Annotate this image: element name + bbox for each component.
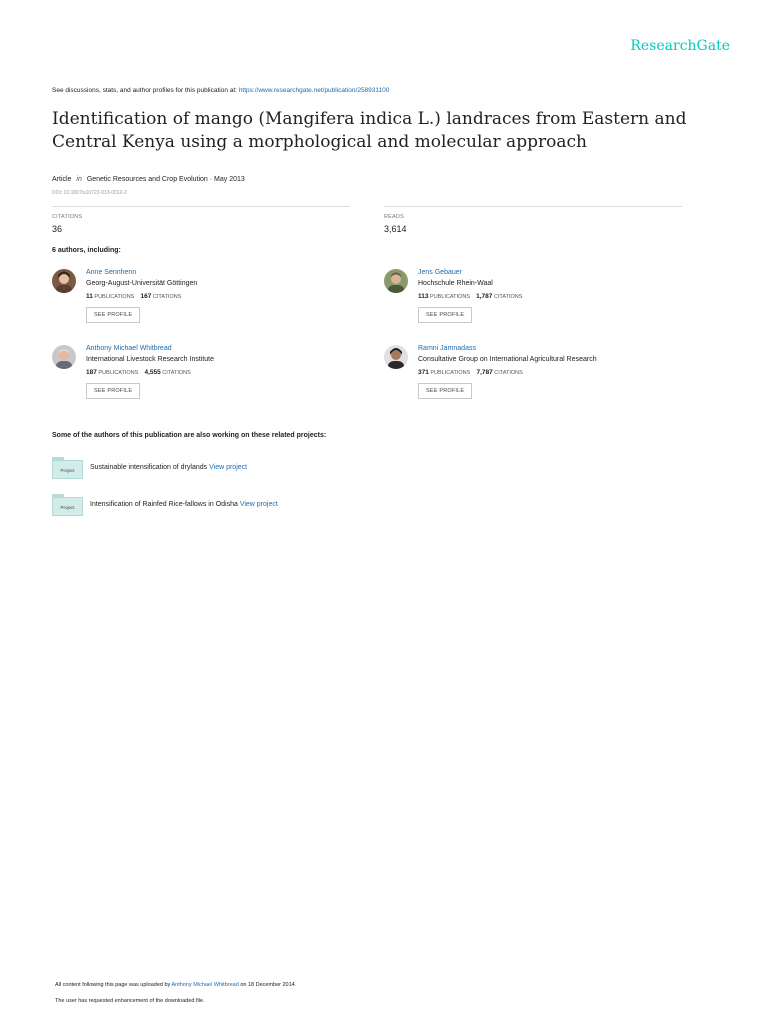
upload-prefix: All content following this page was uploaded by: [55, 982, 171, 988]
author-stats: [86, 293, 356, 300]
author-name-link[interactable]: Anne Sennhenn: [86, 269, 137, 276]
authors-heading: 6 authors, including:: [52, 247, 121, 254]
project-title: Sustainable intensification of drylands: [90, 464, 208, 471]
see-profile-button[interactable]: SEE PROFILE: [86, 383, 140, 399]
citations-label: CITATIONS: [152, 294, 182, 300]
upload-suffix: on 18 December 2014.: [240, 982, 297, 988]
project-badge: Project: [52, 460, 83, 479]
see-profile-button[interactable]: SEE PROFILE: [418, 307, 472, 323]
author-institution: Georg-August-Universität Göttingen: [86, 280, 198, 287]
project-item: [52, 457, 452, 481]
author-institution: International Livestock Research Institute: [86, 356, 215, 363]
publications-label: PUBLICATIONS: [430, 294, 470, 300]
reads-label: READS: [384, 214, 404, 220]
project-title: Intensification of Rainfed Rice-fallows in Odisha: [90, 501, 238, 508]
see-profile-button[interactable]: SEE PROFILE: [418, 383, 472, 399]
upload-note: [55, 982, 296, 988]
author-name-link[interactable]: Anthony Michael Whitbread: [86, 345, 172, 352]
author-stats: [86, 369, 356, 376]
publications-label: PUBLICATIONS: [430, 370, 471, 376]
author-institution: Consultative Group on International Agricultural Research: [418, 356, 597, 363]
project-folder-icon: [52, 494, 83, 516]
citations-count: 1,787: [476, 293, 493, 300]
author-name-link[interactable]: Ramni Jamnadass: [418, 345, 476, 352]
publications-label: PUBLICATIONS: [94, 294, 135, 300]
publications-count: 113: [418, 293, 429, 300]
citations-label: CITATIONS: [162, 370, 191, 376]
projects-heading: Some of the authors of this publication are also working on these related projects:: [52, 432, 327, 439]
citations-label: CITATIONS: [493, 294, 523, 300]
project-folder-icon: [52, 457, 83, 479]
author-name-link[interactable]: Jens Gebauer: [418, 269, 462, 276]
see-profile-button[interactable]: SEE PROFILE: [86, 307, 140, 323]
author-avatar-icon[interactable]: [384, 269, 408, 293]
author-institution: Hochschule Rhein-Waal: [418, 280, 493, 287]
citations-count: 7,787: [476, 369, 493, 376]
title-line-1: Identification of mango (Mangifera indica L.) landraces from Eastern and: [52, 109, 687, 129]
author-avatar-icon[interactable]: [384, 345, 408, 369]
publication-url-link[interactable]: https://www.researchgate.net/publication/258931100: [238, 87, 390, 94]
article-meta: [52, 176, 245, 183]
title-line-2: Central Kenya using a morphological and molecular approach: [52, 132, 587, 152]
author-avatar-icon[interactable]: [52, 345, 76, 369]
citations-stat: [52, 206, 350, 234]
enhancement-note: The user has requested enhancement of the downloaded file.: [55, 998, 205, 1004]
doi: DOI: 10.1007/s10722-013-0012-2: [52, 190, 127, 196]
view-project-link[interactable]: View project: [239, 501, 278, 508]
publications-count: 11: [86, 293, 93, 300]
reads-value: 3,614: [384, 224, 407, 234]
citations-label: CITATIONS: [52, 214, 83, 220]
reads-stat: [384, 206, 682, 234]
journal-name: Genetic Resources and Crop Evolution · May 2013: [86, 176, 245, 183]
publications-count: 371: [418, 369, 429, 376]
citations-value: 36: [52, 224, 63, 234]
citations-count: 4,555: [144, 369, 161, 376]
in-label: in: [76, 176, 82, 183]
author-stats: [418, 369, 688, 376]
discussions-text: See discussions, stats, and author profiles for this publication at:: [52, 87, 237, 94]
researchgate-logo[interactable]: ResearchGate: [630, 38, 730, 54]
author-stats: [418, 293, 688, 300]
publications-count: 187: [86, 369, 97, 376]
article-type: Article: [52, 176, 72, 183]
citations-label: CITATIONS: [494, 370, 523, 376]
uploader-link[interactable]: Anthony Michael Whitbread: [171, 982, 239, 988]
citations-count: 167: [140, 293, 152, 300]
author-avatar-icon[interactable]: [52, 269, 76, 293]
project-badge: Project: [52, 497, 83, 516]
publications-label: PUBLICATIONS: [98, 370, 139, 376]
publication-title: [52, 108, 712, 154]
project-item: [52, 494, 452, 518]
discussions-line: [52, 87, 389, 94]
view-project-link[interactable]: View project: [209, 464, 248, 471]
